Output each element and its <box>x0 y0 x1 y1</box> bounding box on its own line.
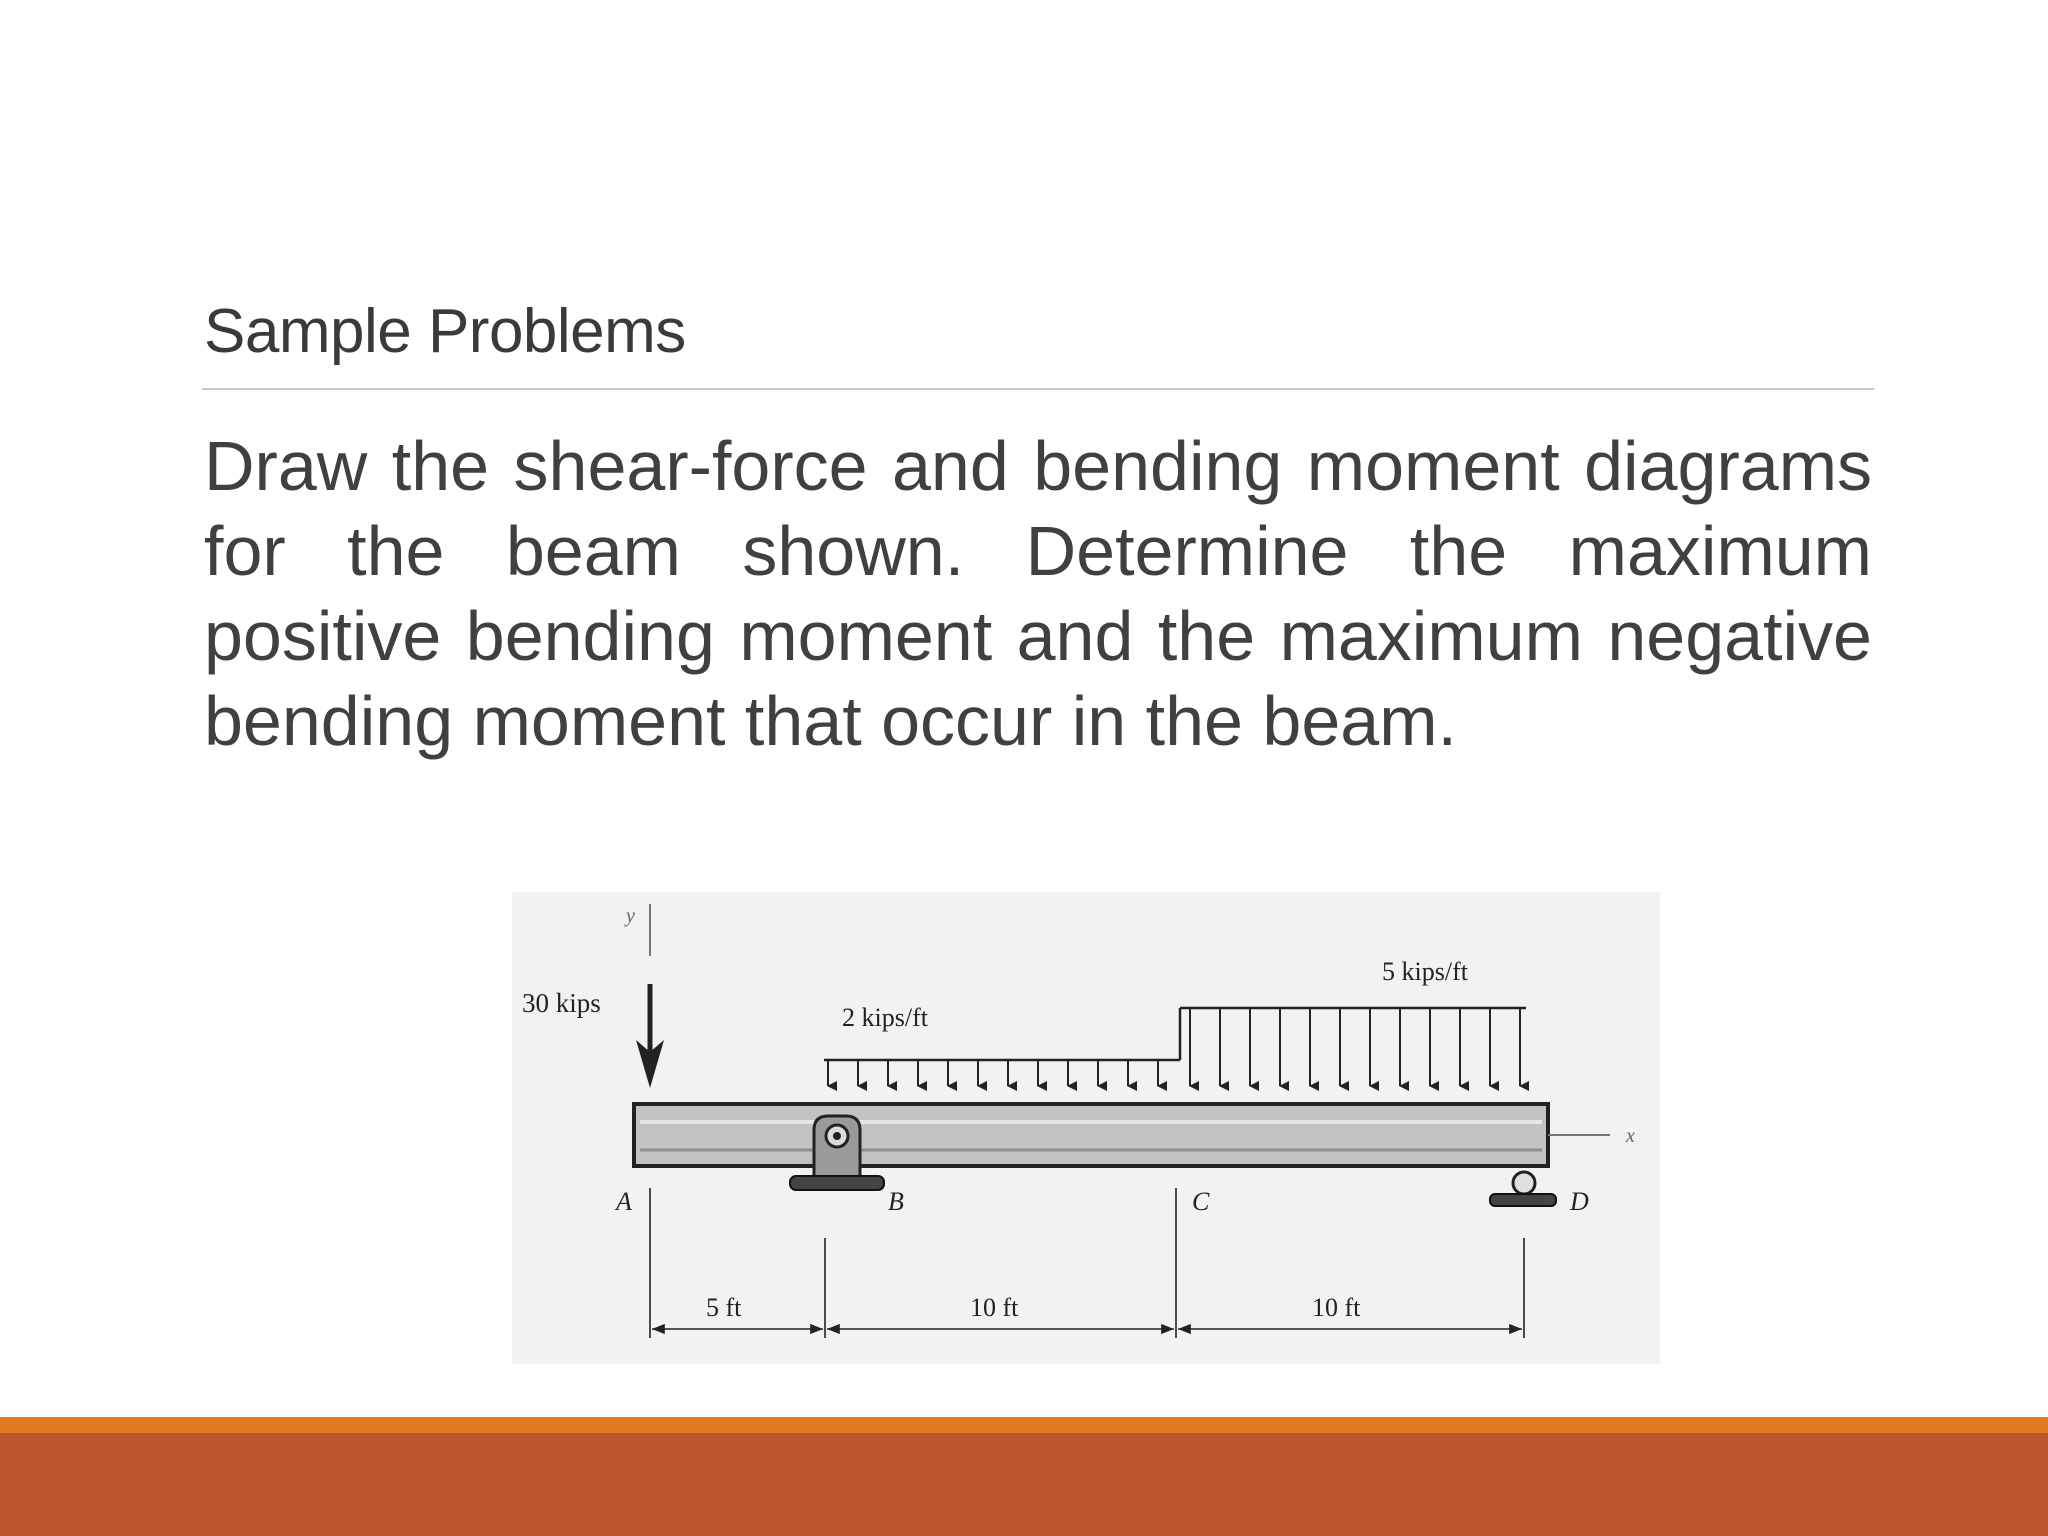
beam <box>634 1104 1548 1166</box>
y-axis-label: y <box>626 905 635 927</box>
point-c-label: C <box>1192 1187 1210 1216</box>
x-axis-label: x <box>1626 1125 1635 1147</box>
title-divider <box>202 388 1874 390</box>
dim-ab-label: 5 ft <box>706 1293 742 1322</box>
footer-accent-bar <box>0 1417 2048 1433</box>
dist-load-2-label: 5 kips/ft <box>1382 957 1468 986</box>
dim-bc-label: 10 ft <box>970 1293 1019 1322</box>
dist-load-1-label: 2 kips/ft <box>842 1003 928 1032</box>
point-b-label: B <box>888 1187 904 1216</box>
problem-statement: Draw the shear-force and bending moment diagrams for the beam shown. Determine the maximum positive bending moment and the maximum negative bending moment that occur in the beam. <box>204 427 1872 760</box>
beam-diagram <box>512 892 1660 1364</box>
point-a-label: A <box>616 1187 632 1216</box>
beam-diagram-svg <box>512 892 1660 1364</box>
slide-title: Sample Problems <box>204 297 686 366</box>
footer-bar <box>0 1433 2048 1536</box>
dim-cd-label: 10 ft <box>1312 1293 1361 1322</box>
point-d-label: D <box>1570 1187 1589 1216</box>
point-load-label: 30 kips <box>522 988 601 1018</box>
